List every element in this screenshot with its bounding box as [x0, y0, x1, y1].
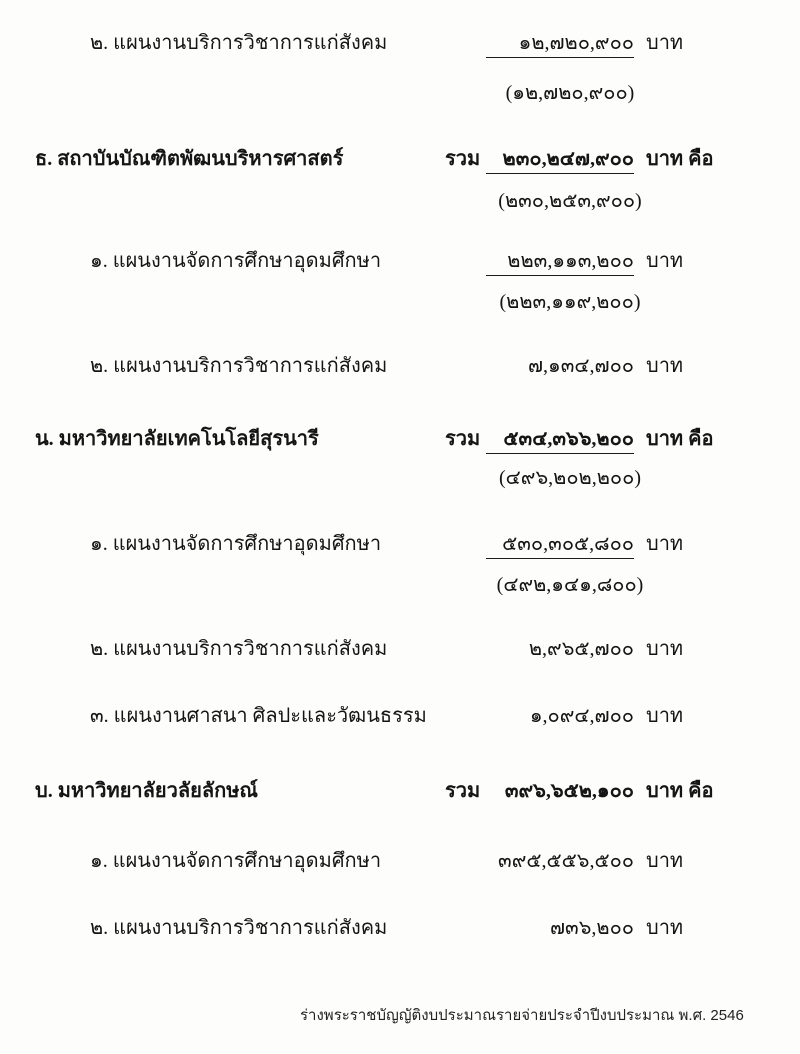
- amount-unit: บาท: [646, 638, 684, 660]
- plan-label: ๑. แผนงานจัดการศึกษาอุดมศึกษา: [90, 250, 382, 272]
- plan-label: ๓. แผนงานศาสนา ศิลปะและวัฒนธรรม: [90, 705, 427, 727]
- amount-group: [486, 915, 683, 941]
- budget-plan-row: [0, 30, 800, 60]
- amount-group: [486, 703, 683, 729]
- budget-plan-row: [0, 531, 800, 561]
- org-total-row: [0, 426, 800, 456]
- plan-label: ๒. แผนงานบริการวิชาการแก่สังคม: [90, 32, 388, 54]
- amount-unit: บาท: [646, 32, 684, 54]
- amount-unit: บาท: [646, 850, 684, 872]
- previous-amount-row: [0, 184, 800, 212]
- org-total-row: [0, 146, 800, 176]
- previous-amount-row: [0, 461, 800, 489]
- amount-unit: บาท: [646, 705, 684, 727]
- plan-label: ๒. แผนงานบริการวิชาการแก่สังคม: [90, 638, 388, 660]
- previous-amount-row: [0, 568, 800, 596]
- budget-plan-row: [0, 915, 800, 945]
- org-name: ธ. สถาบันบัณฑิตพัฒนบริหารศาสตร์: [35, 148, 344, 170]
- amount-value: ๕๓๔,๓๖๖,๒๐๐: [486, 426, 634, 454]
- amount-value: ๒,๙๖๕,๗๐๐: [528, 638, 634, 660]
- org-total-row: [0, 778, 800, 808]
- budget-plan-row: [0, 248, 800, 278]
- previous-amount: (๒๒๓,๑๑๙,๒๐๐): [499, 291, 641, 313]
- amount-group: [486, 248, 683, 276]
- plan-label: ๑. แผนงานจัดการศึกษาอุดมศึกษา: [90, 850, 382, 872]
- previous-amount-row: [0, 76, 800, 104]
- amount-value: ๗๓๖,๒๐๐: [549, 917, 634, 939]
- amount-unit: บาท คือ: [646, 428, 714, 450]
- previous-amount: (๔๙๒,๑๔๑,๘๐๐): [496, 574, 644, 596]
- amount-group: [486, 848, 683, 874]
- page-footer: ร่างพระราชบัญญัติงบประมาณรายจ่ายประจำปีงบประมาณ พ.ศ. 2546: [300, 1007, 744, 1024]
- budget-plan-row: [0, 703, 800, 733]
- amount-group: [486, 426, 714, 454]
- total-label: รวม: [445, 148, 481, 170]
- amount-value: ๓๙๕,๕๕๖,๕๐๐: [498, 850, 634, 872]
- amount-unit: บาท คือ: [646, 148, 714, 170]
- plan-label: ๑. แผนงานจัดการศึกษาอุดมศึกษา: [90, 533, 382, 555]
- budget-plan-row: [0, 848, 800, 878]
- amount-group: [486, 30, 683, 58]
- budget-plan-row: [0, 636, 800, 666]
- amount-unit: บาท: [646, 533, 684, 555]
- amount-value: ๒๓๐,๒๔๗,๙๐๐: [486, 146, 634, 174]
- plan-label: ๒. แผนงานบริการวิชาการแก่สังคม: [90, 917, 388, 939]
- amount-unit: บาท: [646, 917, 684, 939]
- amount-group: [486, 778, 714, 804]
- amount-group: [486, 531, 683, 559]
- plan-label: ๒. แผนงานบริการวิชาการแก่สังคม: [90, 355, 388, 377]
- previous-amount: (๔๙๖,๒๐๒,๒๐๐): [499, 467, 641, 489]
- amount-unit: บาท: [646, 250, 684, 272]
- amount-unit: บาท คือ: [646, 780, 714, 802]
- total-label: รวม: [445, 780, 481, 802]
- amount-value: ๒๒๓,๑๑๓,๒๐๐: [486, 248, 634, 276]
- amount-group: [486, 636, 683, 662]
- previous-amount: (๒๓๐,๒๕๓,๙๐๐): [498, 190, 642, 212]
- amount-value: ๑๒,๗๒๐,๙๐๐: [486, 30, 634, 58]
- amount-value: ๑,๐๙๔,๗๐๐: [529, 705, 634, 727]
- org-name: น. มหาวิทยาลัยเทคโนโลยีสุรนารี: [35, 428, 319, 450]
- org-name: บ. มหาวิทยาลัยวลัยลักษณ์: [35, 780, 258, 802]
- amount-group: [486, 146, 714, 174]
- amount-unit: บาท: [646, 355, 684, 377]
- amount-group: [486, 353, 683, 379]
- total-label: รวม: [445, 428, 481, 450]
- previous-amount-row: [0, 285, 800, 313]
- amount-value: ๗,๑๓๔,๗๐๐: [528, 355, 634, 377]
- previous-amount: (๑๒,๗๒๐,๙๐๐): [505, 82, 635, 104]
- budget-plan-row: [0, 353, 800, 383]
- amount-value: ๓๙๖,๖๕๒,๑๐๐: [504, 780, 634, 802]
- amount-value: ๕๓๐,๓๐๕,๘๐๐: [486, 531, 634, 559]
